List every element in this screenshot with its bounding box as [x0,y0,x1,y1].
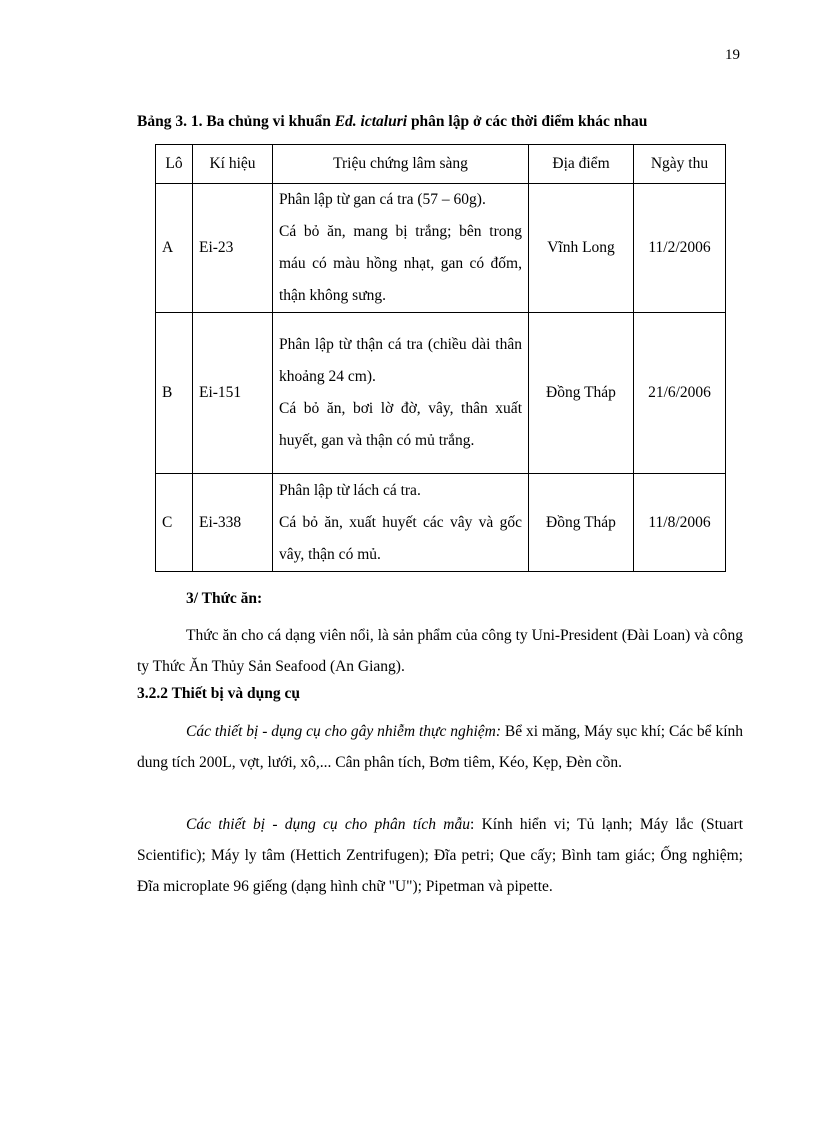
symptom-line: Cá bỏ ăn, xuất huyết các vây và gốc vây, thận có mủ. [279,513,522,563]
cell-ki-hieu: Ei-151 [193,313,273,474]
equipment-heading: 3.2.2 Thiết bị và dụng cụ [137,685,300,702]
cell-lo: C [156,474,193,572]
header-ki-hieu: Kí hiệu [193,145,273,184]
equipment-p2-lead: Các thiết bị - dụng cụ cho phân tích mẫu [186,816,470,833]
cell-lo: A [156,184,193,313]
symptom-line: Cá bỏ ăn, bơi lờ đờ, vây, thân xuất huyết, gan và thận có mủ trắng. [279,400,522,449]
table-header-row [156,145,726,184]
cell-ngay-thu: 21/6/2006 [634,313,726,474]
cell-ngay-thu: 11/2/2006 [634,184,726,313]
header-trieu-chung: Triệu chứng lâm sàng [273,145,529,184]
caption-species: Ed. ictaluri [334,113,408,130]
cell-dia-diem: Vĩnh Long [529,184,634,313]
food-heading: 3/ Thức ăn: [186,590,263,607]
cell-dia-diem: Đồng Tháp [529,474,634,572]
cell-ngay-thu: 11/8/2006 [634,474,726,572]
symptom-line: Phân lập từ thận cá tra (chiều dài thân khoảng 24 cm). [279,336,522,385]
equipment-p2-text: : Kính hiển vi; Tủ lạnh; Máy lắc (Stuart Scientific); Máy ly tâm (Hettich Zentrifugen); Đĩa petri; Que cấy; Bình tam giác; Ống nghiệm; Đĩa microplate 96 giếng (dạng hình chữ "U"); Pipetman và pipette. [137,816,744,895]
header-lo: Lô [156,145,193,184]
table-row [156,313,726,474]
symptom-line: Phân lập từ gan cá tra (57 – 60g). [279,191,486,208]
cell-ki-hieu: Ei-338 [193,474,273,572]
food-paragraph [137,620,743,682]
equipment-p1-text: Bể xi măng, Máy sục khí; Các bể kính dung tích 200L, vợt, lưới, xô,... Cân phân tích, Bơm tiêm, Kéo, Kẹp, Đèn cồn. [137,723,744,771]
table-row [156,474,726,572]
header-ngay-thu: Ngày thu [634,145,726,184]
header-dia-diem: Địa điểm [529,145,634,184]
cell-dia-diem: Đồng Tháp [529,313,634,474]
table-caption [137,113,757,131]
cell-trieu-chung [273,474,529,572]
symptom-line: Cá bỏ ăn, mang bị trắng; bên trong máu có màu hồng nhạt, gan có đốm, thận không sưng. [279,223,522,304]
symptom-line: Phân lập từ lách cá tra. [279,481,421,499]
caption-suffix: phân lập ở các thời điểm khác nhau [407,113,648,130]
caption-prefix: Bảng 3. 1. Ba chủng vi khuẩn [137,113,335,130]
strains-table [155,144,726,572]
page-number: 19 [725,47,740,63]
cell-trieu-chung [273,184,529,313]
equipment-paragraph-1 [137,716,743,778]
cell-ki-hieu: Ei-23 [193,184,273,313]
cell-trieu-chung [273,313,529,474]
equipment-paragraph-2 [137,809,743,902]
food-text: Thức ăn cho cá dạng viên nổi, là sản phẩm của công ty Uni-President (Đài Loan) và công ty Thức Ăn Thủy Sản Seafood (An Giang). [137,627,743,675]
equipment-p1-lead: Các thiết bị - dụng cụ cho gây nhiễm thực nghiệm: [186,723,502,740]
table-row [156,184,726,313]
cell-lo: B [156,313,193,474]
